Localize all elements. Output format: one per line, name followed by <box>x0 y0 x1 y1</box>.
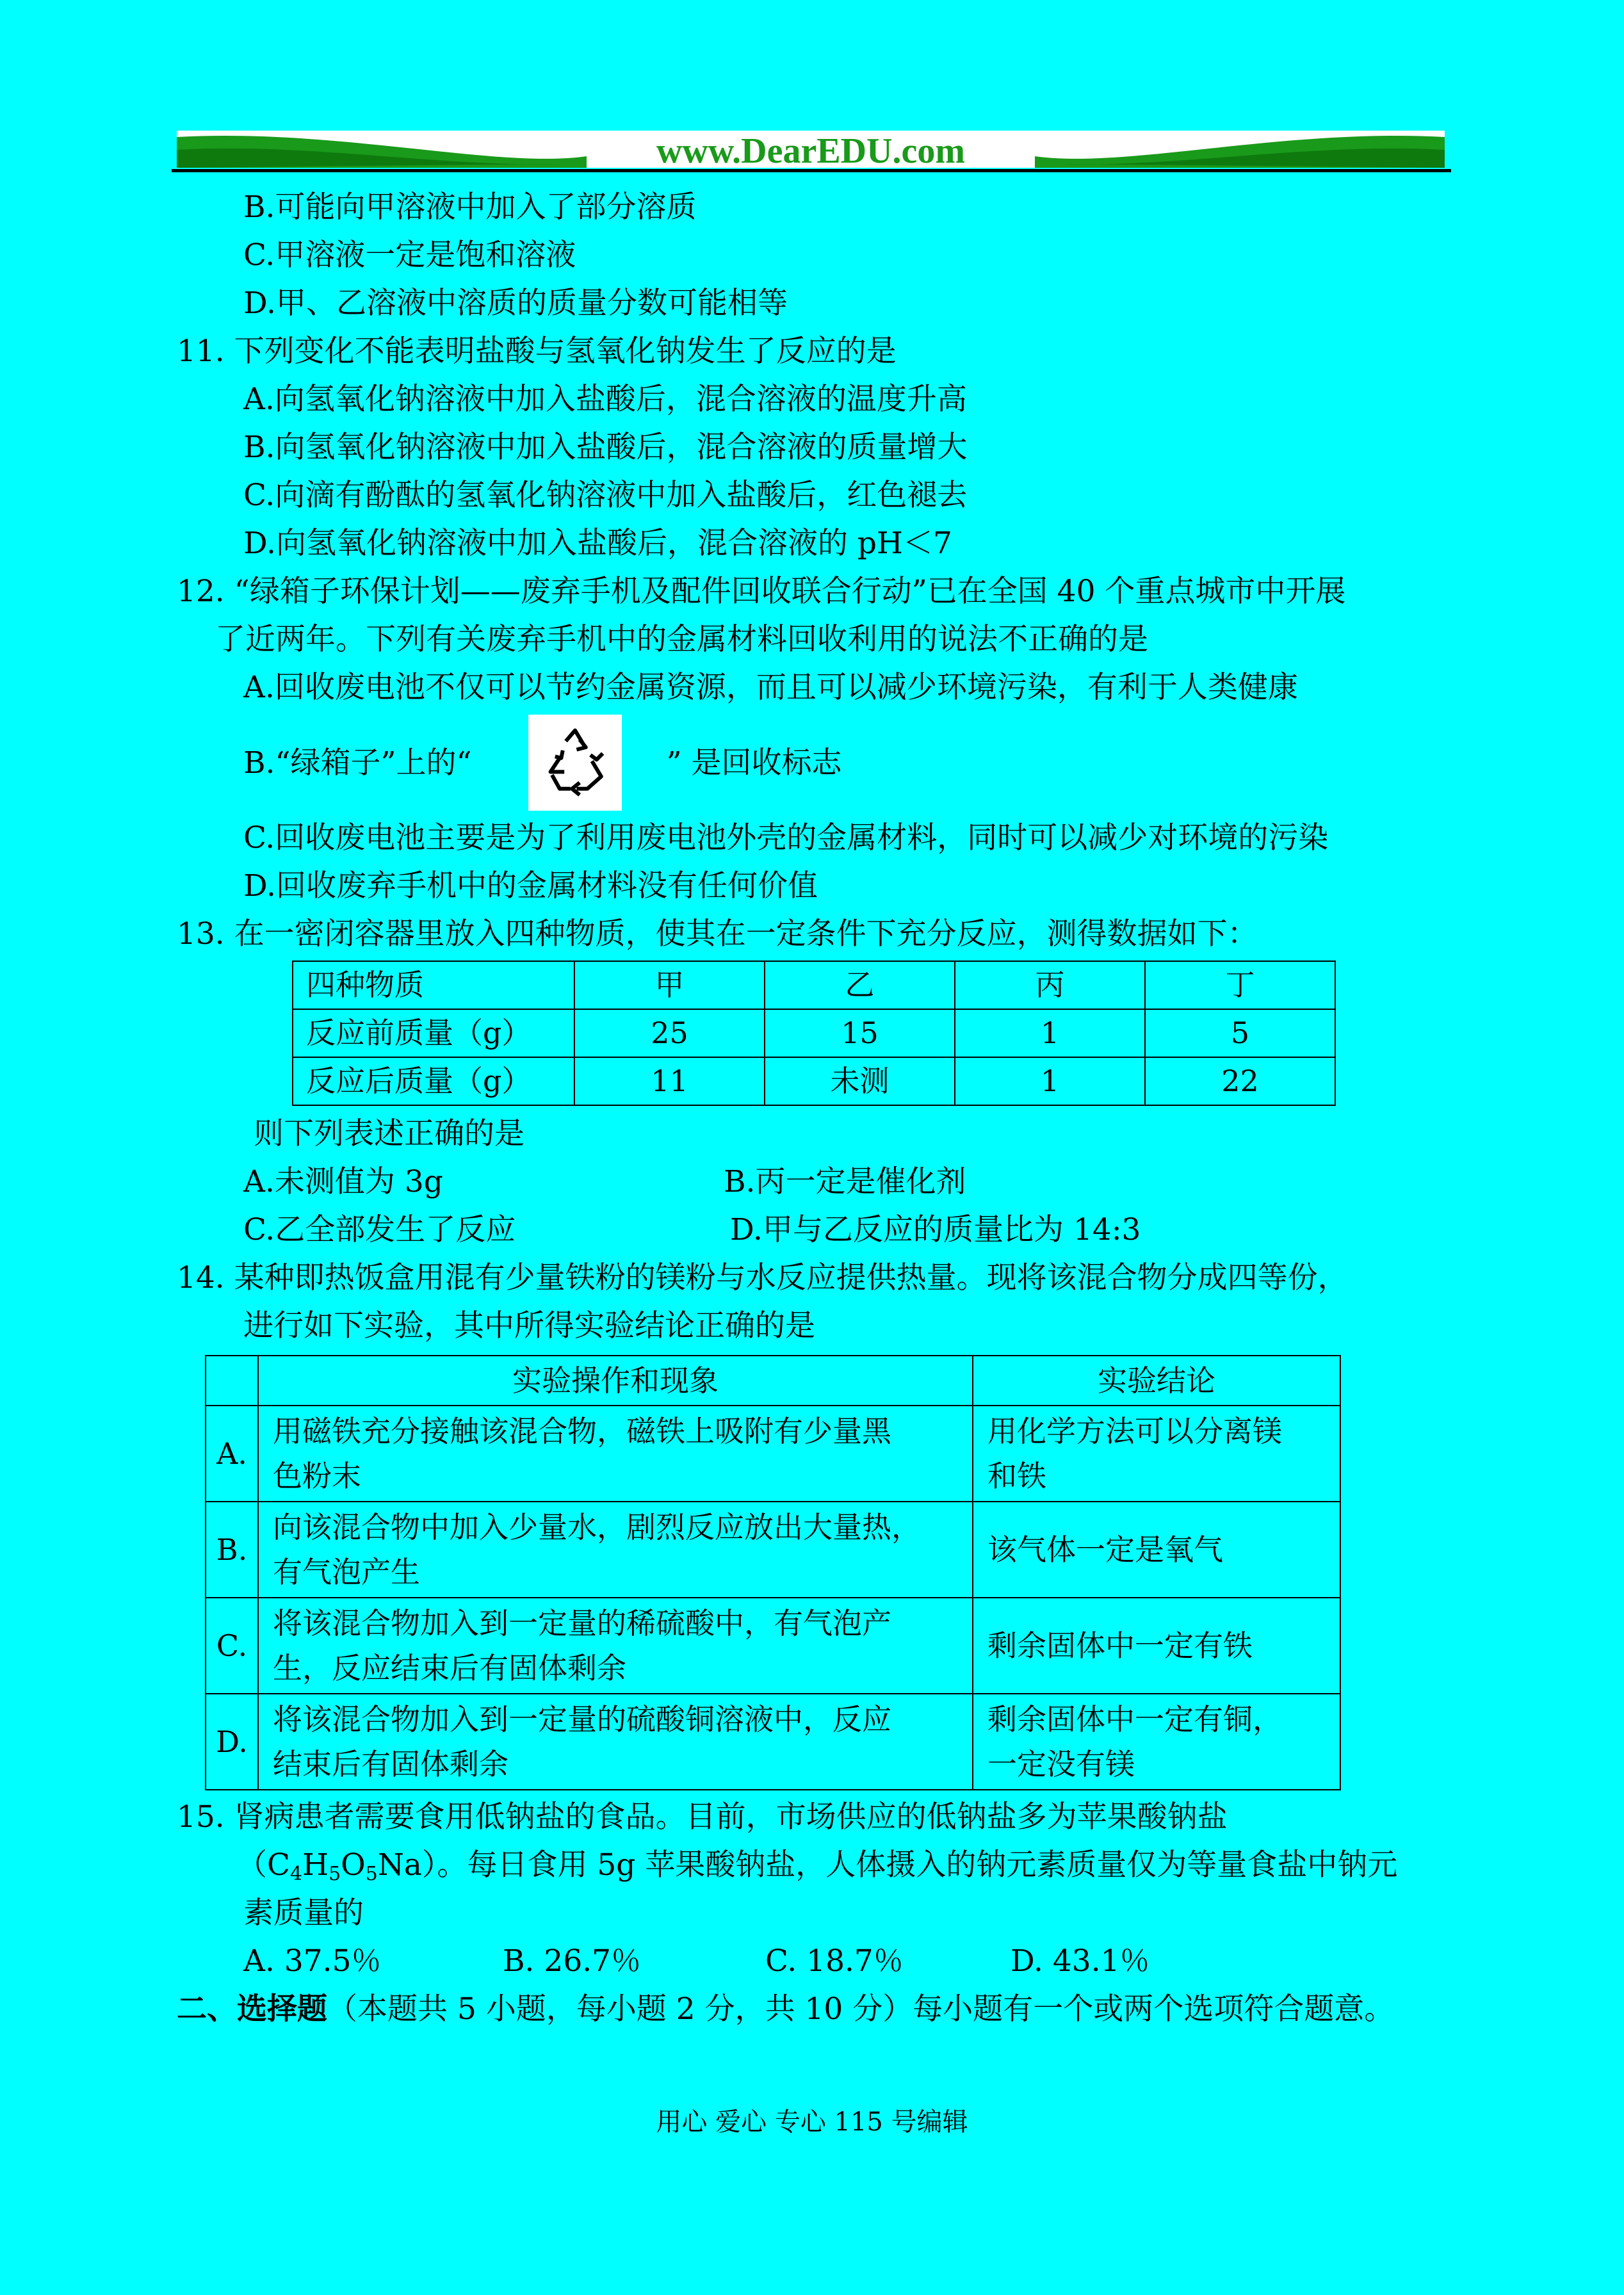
q13-data-table <box>292 961 1336 1106</box>
q10-option-b: B.可能向甲溶液中加入了部分溶质 <box>243 190 697 225</box>
table-cell: 1 <box>955 1057 1145 1105</box>
table-header-cell: 丁 <box>1145 961 1335 1009</box>
banner-graphic <box>177 131 1445 168</box>
conclusion-cell <box>973 1502 1340 1598</box>
table-header-cell: 实验结论 <box>973 1356 1340 1406</box>
operation-line: 向该混合物中加入少量水，剧烈反应放出大量热， <box>273 1510 921 1545</box>
conclusion-line: 和铁 <box>987 1459 1046 1493</box>
table-header-cell: 乙 <box>765 961 955 1009</box>
q11-option-a: A.向氢氧化钠溶液中加入盐酸后，混合溶液的温度升高 <box>243 382 967 417</box>
header-rule <box>172 169 1451 172</box>
formula-part: H <box>302 1847 329 1883</box>
q15-option-b: B. 26.7％ <box>503 1943 642 1979</box>
table-header-row <box>206 1356 1340 1406</box>
q14-stem-line1: 14. 某种即热饭盒用混有少量铁粉的镁粉与水反应提供热量。现将该混合物分成四等份， <box>177 1260 1348 1295</box>
q15-stem-line1: 15. 肾病患者需要食用低钠盐的食品。目前，市场供应的低钠盐多为苹果酸钠盐 <box>177 1799 1228 1835</box>
table-header-cell: 丙 <box>955 961 1145 1009</box>
q13-options-row2 <box>177 1206 1451 1254</box>
operation-cell <box>258 1406 973 1502</box>
conclusion-line: 用化学方法可以分离镁 <box>987 1414 1282 1448</box>
table-header-cell: 甲 <box>574 961 765 1009</box>
row-label: B. <box>206 1502 258 1598</box>
table-row <box>206 1694 1340 1790</box>
q15-stem-line3: 素质量的 <box>243 1895 364 1931</box>
q15-option-c: C. 18.7％ <box>765 1943 904 1979</box>
row-label: C. <box>206 1598 258 1694</box>
operation-line: 生，反应结束后有固体剩余 <box>273 1651 626 1685</box>
table-row <box>293 1009 1335 1057</box>
q12-option-b-suffix: ” 是回收标志 <box>666 745 842 781</box>
table-cell: 25 <box>574 1009 765 1057</box>
table-cell: 反应前质量（g） <box>293 1009 574 1057</box>
table-cell: 15 <box>765 1009 955 1057</box>
q11-option-d: D.向氢氧化钠溶液中加入盐酸后，混合溶液的 pH＜7 <box>243 526 952 561</box>
q11-stem: 11. 下列变化不能表明盐酸与氢氧化钠发生了反应的是 <box>177 334 897 369</box>
q13-option-b: B.丙一定是催化剂 <box>724 1164 966 1199</box>
conclusion-cell <box>973 1406 1340 1502</box>
table-cell: 22 <box>1145 1057 1335 1105</box>
q13-option-a: A.未测值为 3g <box>243 1164 443 1199</box>
conclusion-line: 剩余固体中一定有铜， <box>987 1702 1282 1737</box>
q12-stem-line2: 了近两年。下列有关废弃手机中的金属材料回收利用的说法不正确的是 <box>215 622 1148 657</box>
q13-option-d: D.甲与乙反应的质量比为 14:3 <box>730 1212 1141 1247</box>
table-cell: 未测 <box>765 1057 955 1105</box>
q10-option-d: D.甲、乙溶液中溶质的质量分数可能相等 <box>243 286 788 321</box>
q13-options-row1 <box>177 1158 1451 1206</box>
section-title: 二、选择题 <box>177 1991 327 2027</box>
conclusion-line: 该气体一定是氧气 <box>987 1532 1223 1567</box>
operation-cell <box>258 1598 973 1694</box>
q11-option-b: B.向氢氧化钠溶液中加入盐酸后，混合溶液的质量增大 <box>243 430 968 465</box>
document-body <box>177 183 1451 2033</box>
q13-lead: 则下列表述正确的是 <box>254 1116 524 1151</box>
row-label: D. <box>206 1694 258 1790</box>
formula-subscript: 5 <box>329 1863 341 1885</box>
site-name: www.DearEDU.com <box>656 131 966 168</box>
conclusion-line: 剩余固体中一定有铁 <box>987 1628 1253 1663</box>
q14-experiment-table <box>205 1355 1341 1790</box>
conclusion-cell <box>973 1598 1340 1694</box>
q12-option-a: A.回收废电池不仅可以节约金属资源，而且可以减少环境污染，有利于人类健康 <box>243 670 1298 705</box>
section-description: （本题共 5 小题，每小题 2 分，共 10 分）每小题有一个或两个选项符合题意。 <box>327 1991 1395 2027</box>
operation-line: 用磁铁充分接触该混合物，磁铁上吸附有少量黑 <box>273 1414 891 1448</box>
table-row <box>293 1057 1335 1105</box>
operation-line: 有气泡产生 <box>273 1555 420 1589</box>
q10-option-c: C.甲溶液一定是饱和溶液 <box>243 238 576 273</box>
q11-option-c: C.向滴有酚酞的氢氧化钠溶液中加入盐酸后，红色褪去 <box>243 478 968 513</box>
table-cell: 5 <box>1145 1009 1335 1057</box>
q13-option-c: C.乙全部发生了反应 <box>243 1212 516 1247</box>
operation-cell <box>258 1694 973 1790</box>
q12-option-c: C.回收废电池主要是为了利用废电池外壳的金属材料，同时可以减少对环境的污染 <box>243 820 1329 856</box>
page-footer: 用心 爱心 专心 115 号编辑 <box>656 2107 968 2137</box>
operation-line: 结束后有固体剩余 <box>273 1747 508 1781</box>
table-header-row <box>293 961 1335 1009</box>
operation-line: 将该混合物加入到一定量的硫酸铜溶液中，反应 <box>273 1702 891 1737</box>
formula-subscript: 5 <box>365 1863 378 1885</box>
operation-line: 将该混合物加入到一定量的稀硫酸中，有气泡产 <box>273 1606 891 1641</box>
q12-option-b <box>177 711 1451 814</box>
conclusion-line: 一定没有镁 <box>987 1747 1135 1781</box>
q12-option-d: D.回收废弃手机中的金属材料没有任何价值 <box>243 868 818 904</box>
q15-stem-line2 <box>177 1841 1451 1889</box>
formula-subscript: 4 <box>289 1863 303 1885</box>
q15-option-d: D. 43.1％ <box>1011 1943 1150 1979</box>
recycle-icon <box>528 715 622 811</box>
table-header-cell <box>206 1356 258 1406</box>
formula-part: O <box>341 1847 366 1883</box>
q14-stem-line2: 进行如下实验，其中所得实验结论正确的是 <box>243 1308 815 1343</box>
table-cell: 11 <box>574 1057 765 1105</box>
operation-cell <box>258 1502 973 1598</box>
formula-part: Na）。每日食用 5g 苹果酸钠盐，人体摄入的钠元素质量仅为等量食盐中钠元 <box>377 1847 1398 1883</box>
q12-stem-line1: 12. “绿箱子环保计划——废弃手机及配件回收联合行动”已在全国 40 个重点城市中开展 <box>177 574 1346 609</box>
table-cell: 反应后质量（g） <box>293 1057 574 1105</box>
q13-stem: 13. 在一密闭容器里放入四种物质，使其在一定条件下充分反应，测得数据如下： <box>177 916 1258 952</box>
q15-options <box>177 1937 1451 1985</box>
q15-option-a: A. 37.5％ <box>243 1943 382 1979</box>
conclusion-cell <box>973 1694 1340 1790</box>
table-header-cell: 四种物质 <box>293 961 574 1009</box>
operation-line: 色粉末 <box>273 1459 361 1493</box>
section-2-heading <box>177 1985 1451 2033</box>
table-header-cell: 实验操作和现象 <box>258 1356 973 1406</box>
site-banner <box>177 131 1445 168</box>
table-cell: 1 <box>955 1009 1145 1057</box>
table-row <box>206 1598 1340 1694</box>
table-row <box>206 1406 1340 1502</box>
recycle-symbol <box>537 724 613 801</box>
q12-option-b-prefix: B.“绿箱子”上的“ <box>243 745 472 781</box>
row-label: A. <box>206 1406 258 1502</box>
formula-part: （C <box>237 1847 290 1883</box>
table-row <box>206 1502 1340 1598</box>
